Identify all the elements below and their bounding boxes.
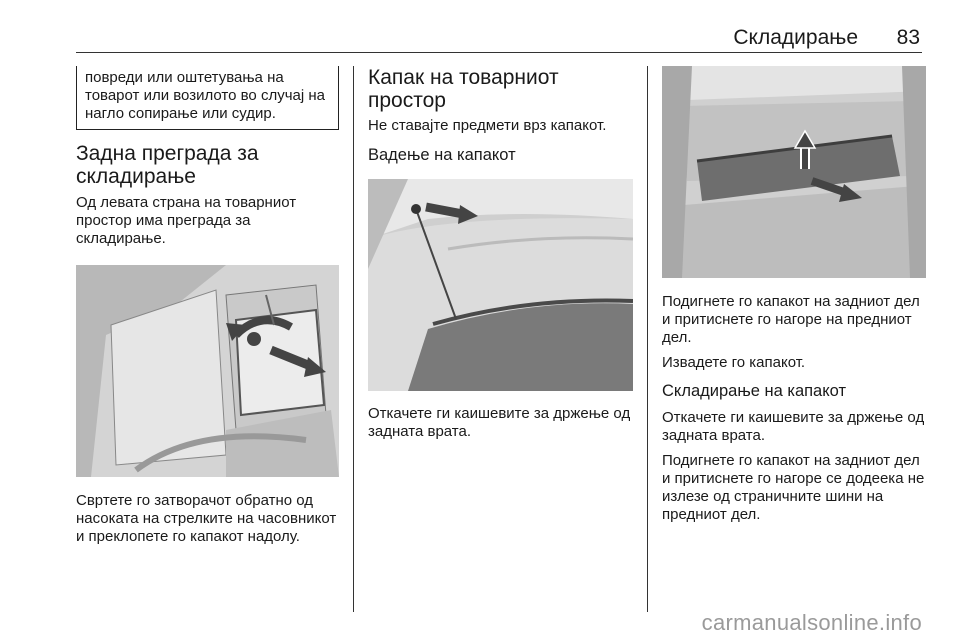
subheading-removing-cover: Вадење на капакот [368,146,516,164]
removing-cover-figure [368,179,633,391]
store-cover-paragraph: Подигнете го капакот на задниот дел и притиснете го нагоре се додеека не излезе од страничните шини на предниот дел. [662,452,925,523]
unhook-straps-paragraph: Откачете ги каишевите за држење од задната врата. [662,409,925,444]
column-3 [662,66,926,524]
warning-text: повреди или оштетувања на товарот или возилото во случај на нагло сопирање или судир. [85,69,325,122]
storage-partition-intro: Од левата страна на товарниот простор има преграда за складирање. [76,194,297,247]
section-heading-storage-partition: Задна преграда за складирање [76,142,259,188]
running-header-title: Складирање [733,26,858,49]
column-divider-1 [353,66,354,612]
remove-cover-paragraph: Извадете го капакот. [662,354,806,371]
header-rule [76,52,922,53]
column-2 [368,66,633,441]
subheading-storing-cover: Складирање на капакот [662,382,847,400]
lifting-cover-figure [662,66,926,278]
page-number: 83 [896,26,920,49]
column-divider-2 [647,66,648,612]
lift-cover-paragraph: Подигнете го капакот на задниот дел и притиснете го нагоре на предниот дел. [662,293,920,346]
section-heading-load-cover: Капак на товарниот простор [368,66,559,112]
storage-compartment-figure [76,265,339,477]
column-1 [76,66,339,546]
load-cover-intro: Не ставајте предмети врз капакот. [368,117,607,134]
watermark: carmanualsonline.info [701,610,922,635]
storage-partition-caption: Свртете го затворачот обратно од насоката на стрелките на часовникот и преклопете го капакот надолу. [76,492,337,545]
removing-cover-caption: Откачете ги каишевите за држење од задната врата. [368,405,631,440]
warning-box [76,66,339,130]
